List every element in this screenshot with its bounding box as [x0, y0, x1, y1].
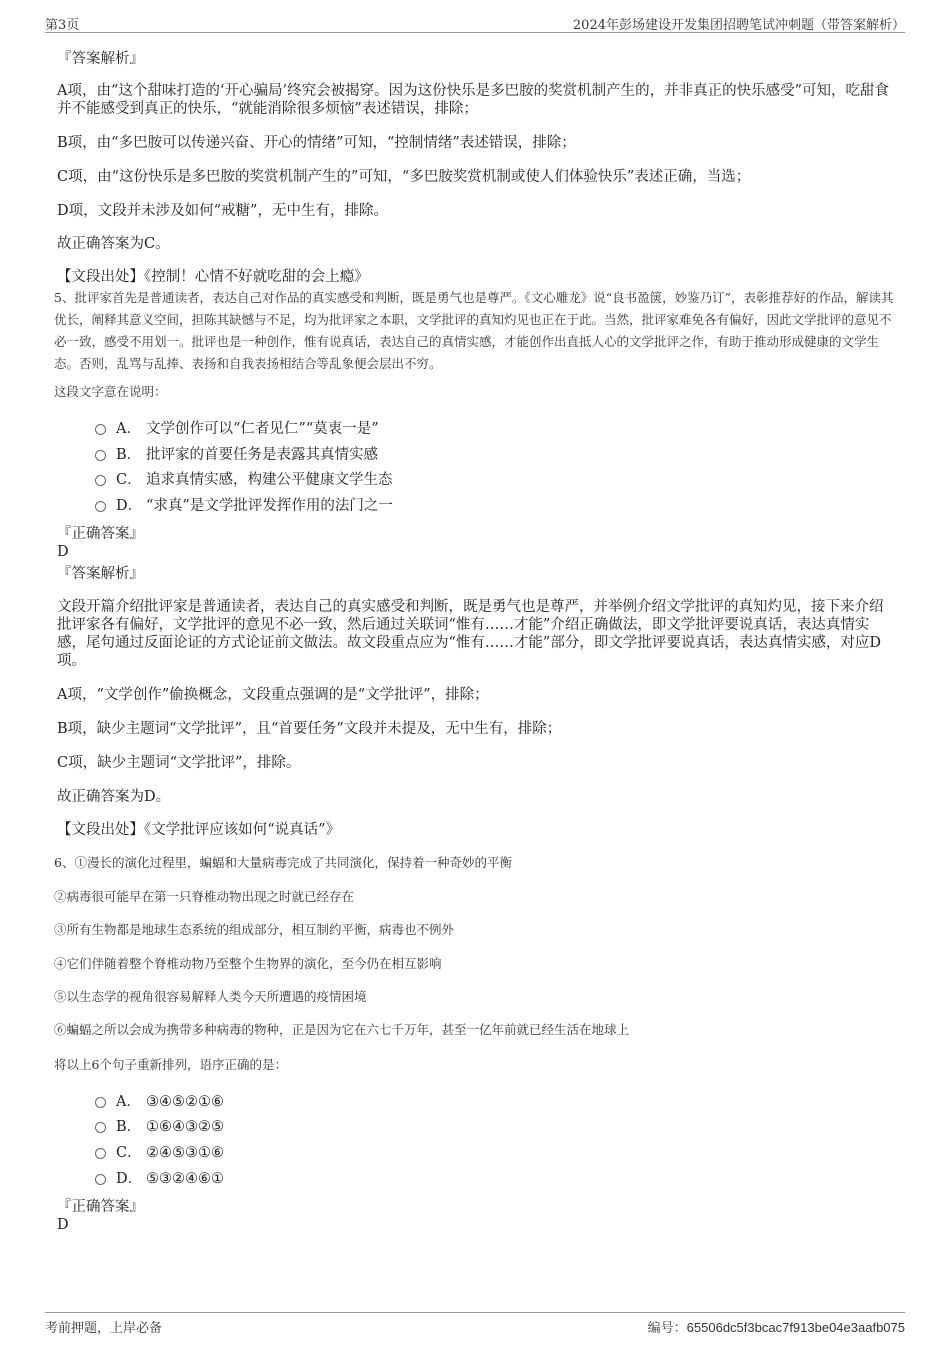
q4-analysis-title: 『答案解析』 [57, 51, 144, 67]
document-title: 2024年彭场建设开发集团招聘笔试冲刺题（带答案解析） [572, 18, 905, 33]
option-letter: D． [116, 498, 143, 514]
q5-source: 【文段出处】《文学批评应该如何“说真话”》 [57, 822, 341, 838]
q4-conclusion: 故正确答案为C。 [57, 236, 170, 252]
q6-sentence-6: ⑥蝙蝠之所以会成为携带多种病毒的物种，正是因为它在六七千万年，甚至一亿年前就已经生活在地球上 [54, 1022, 630, 1037]
footer-code [648, 1317, 905, 1336]
q5-analysis-a: A项，“文学创作”偷换概念，文段重点强调的是“文学批评”，排除； [57, 687, 489, 703]
q5-option-b[interactable] [95, 446, 378, 464]
option-letter: A． [116, 421, 141, 437]
q4-analysis-a: A项，由“这个甜味打造的‘开心骗局’终究会被揭穿。因为这份快乐是多巴胺的奖赏机制产生的，并非真正的快乐感受”可知，吃甜食并不能感受到真正的快乐，“就能消除很多烦恼”表述错误，排除； [57, 83, 890, 117]
q6-sentence-1: 6、①漫长的演化过程里，蝙蝠和大量病毒完成了共同演化，保持着一种奇妙的平衡 [54, 855, 512, 870]
option-text: 批评家的首要任务是表露其真情实感 [146, 447, 378, 463]
q4-source: 【文段出处】《控制！心情不好就吃甜的会上瘾》 [57, 269, 369, 285]
option-text: “求真”是文学批评发挥作用的法门之一 [146, 498, 393, 514]
radio-icon[interactable] [95, 1097, 106, 1108]
q5-analysis-c: C项，缺少主题词“文学批评”，排除。 [57, 755, 301, 771]
q5-conclusion: 故正确答案为D。 [57, 789, 171, 805]
option-letter: A． [116, 1094, 141, 1110]
q5-analysis: 文段开篇介绍批评家是普通读者，表达自己的真实感受和判断，既是勇气也是尊严，并举例介绍文学批评的真知灼见，接下来介绍批评家各有偏好，文学批评的意见不必一致，然后通过关联词“惟有……才能”介绍正确做法，即文学批评要说真话，表达真情实感，尾句通过反面论证的方式论证前文做法。故文段重点应为“惟有……才能”部分，即文学批评要说真话，表达真情实感，对应D项。 [57, 599, 884, 669]
page-footer [45, 1312, 905, 1335]
q6-sentence-5: ⑤以生态学的视角很容易解释人类今天所遭遇的疫情困境 [54, 989, 367, 1004]
page-header [45, 10, 905, 33]
page-number: 第3页 [45, 18, 80, 33]
q4-analysis-c: C项，由“这份快乐是多巴胺的奖赏机制产生的”可知，“多巴胺奖赏机制或使人们体验快乐”表述正确，当选； [57, 169, 751, 185]
q5-option-d[interactable] [95, 497, 393, 515]
option-letter: B． [116, 447, 142, 463]
radio-icon[interactable] [95, 1174, 106, 1185]
radio-icon[interactable] [95, 501, 106, 512]
q6-option-c[interactable] [95, 1144, 224, 1162]
q5-answer: D [57, 544, 69, 560]
q6-sentence-3: ③所有生物都是地球生态系统的组成部分，相互制约平衡，病毒也不例外 [54, 922, 455, 937]
q6-sentence-4: ④它们伴随着整个脊椎动物乃至整个生物界的演化，至今仍在相互影响 [54, 956, 442, 971]
q5-analysis-title: 『答案解析』 [57, 566, 144, 582]
option-text: ①⑥④③②⑤ [146, 1119, 224, 1135]
q6-answer: D [57, 1217, 69, 1233]
q5-prompt: 这段文字意在说明： [54, 384, 167, 399]
q6-sentence-2: ②病毒很可能早在第一只脊椎动物出现之时就已经存在 [54, 889, 355, 904]
radio-icon[interactable] [95, 1148, 106, 1159]
option-letter: C． [116, 472, 142, 488]
radio-icon[interactable] [95, 450, 106, 461]
q4-analysis-d: D项，文段并未涉及如何“戒糖”，无中生有，排除。 [57, 203, 388, 219]
q6-option-a[interactable] [95, 1093, 224, 1111]
radio-icon[interactable] [95, 424, 106, 435]
option-letter: D． [116, 1171, 143, 1187]
footer-code-label: 编号： [647, 1321, 687, 1336]
radio-icon[interactable] [95, 1122, 106, 1133]
q5-option-c[interactable] [95, 471, 393, 489]
q6-answer-title: 『正确答案』 [57, 1199, 144, 1215]
footer-slogan: 考前押题，上岸必备 [45, 1321, 163, 1336]
q6-prompt: 将以上6个句子重新排列，语序正确的是： [54, 1057, 287, 1072]
option-letter: B． [116, 1119, 142, 1135]
option-text: ②④⑤③①⑥ [146, 1145, 224, 1161]
q5-analysis-b: B项，缺少主题词“文学批评”，且“首要任务”文段并未提及，无中生有，排除； [57, 721, 562, 737]
option-text: 文学创作可以“仁者见仁”“莫衷一是” [146, 421, 379, 437]
q4-analysis-b: B项，由“多巴胺可以传递兴奋、开心的情绪”可知，“控制情绪”表述错误，排除； [57, 135, 576, 151]
q6-option-d[interactable] [95, 1170, 224, 1188]
option-text: ③④⑤②①⑥ [146, 1094, 224, 1110]
q5-stem: 5、批评家首先是普通读者，表达自己对作品的真实感受和判断，既是勇气也是尊严。《文心雕龙》说“良书盈箧，妙鉴乃订”，表彰推荐好的作品，解读其优长，阐释其意义空间，担陈其缺憾与不足，均为批评家之本职，文学批评的真知灼见也正在于此。当然，批评家难免各有偏好，因此文学批评的意见不必一致，感受不用划一。批评也是一种创作，惟有说真话，表达自己的真情实感，才能创作出直抵人心的文学批评之作，有助于推动形成健康的文学生态。否则，乱骂与乱捧、表扬和自我表扬相结合等乱象便会层出不穷。 [54, 290, 894, 371]
q6-option-b[interactable] [95, 1118, 224, 1136]
q5-answer-title: 『正确答案』 [57, 526, 144, 542]
q5-option-a[interactable] [95, 420, 379, 438]
option-letter: C． [116, 1145, 142, 1161]
option-text: ⑤③②④⑥① [146, 1171, 224, 1187]
option-text: 追求真情实感，构建公平健康文学生态 [146, 472, 393, 488]
radio-icon[interactable] [95, 475, 106, 486]
footer-code-value: 65506dc5f3bcac7f913be04e3aafb075 [686, 1320, 905, 1335]
